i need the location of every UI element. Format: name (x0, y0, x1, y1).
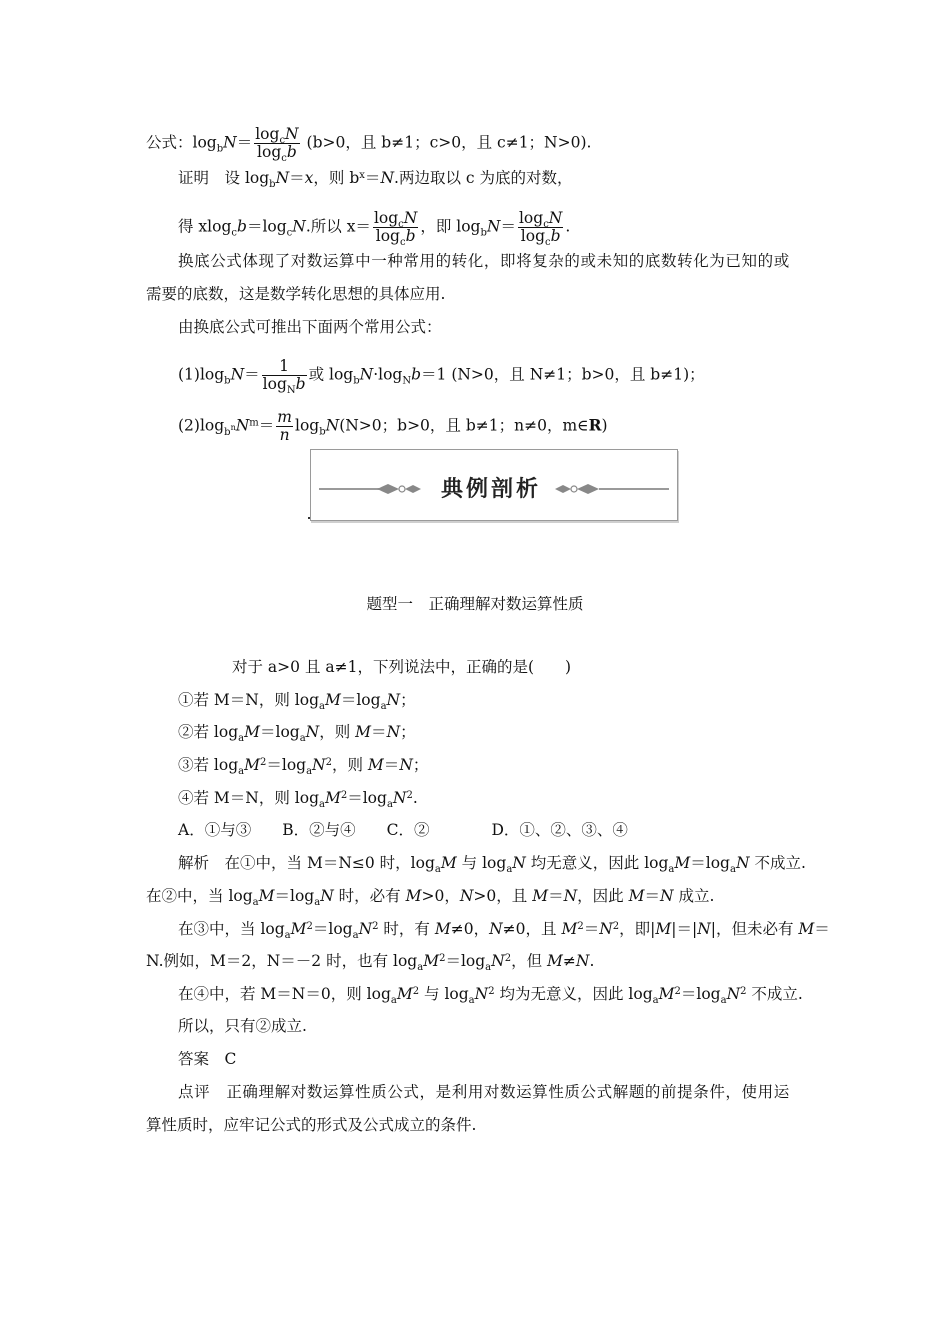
intro-line-3: 由换底公式可推出下面两个常用公式： (178, 318, 442, 336)
diamond-ornament-icon (555, 482, 599, 496)
formula1-conditions: (N>0，且 N≠1；b>0，且 b≠1)； (451, 365, 705, 384)
section-banner (310, 449, 678, 521)
proof-line2-a: 得 xlog (178, 217, 232, 236)
derived-formula-1: $(1)\log_bN=$ $\frac{1}{\log_Nb}$ 或 $\log_bN\cdot\log_Nb=1$ (N>0，且 N≠1；b>0，且 b≠1)； (178, 357, 705, 396)
proof-label: 证明 (178, 169, 210, 187)
proof-line-1: 证明 设 $\log_bN=x$，则 $b^x=N$.两边取以 c 为底的对数， (178, 169, 573, 190)
question-option-3: ③若 $\log_aM^2=\log_aN^2$，则 M＝N； (178, 756, 429, 777)
formula2-conditions: (N>0；b>0，且 b≠1；n≠0，m∈ (339, 416, 589, 435)
analysis-line-6: 所以，只有②成立. (178, 1017, 307, 1035)
proof-line-2: 得 $xlog_cb=\log_cN$.所以 x＝ $\frac{\log_cN}{\log_cb}$ ，即 $\log_bN=$ $\frac{\log_cN}{\log_cb}$ . (178, 209, 571, 248)
banner-line-right (599, 488, 669, 490)
analysis-label: 解析 (178, 854, 210, 872)
proof-fraction-1: $\frac{\log_cN}{\log_cb}$ (373, 209, 418, 248)
opt1-text: ①若 M＝N，则 log (178, 691, 319, 709)
formula-label: 公式： (146, 133, 193, 152)
opt2-text: ②若 log (178, 723, 239, 741)
formula-conditions: (b>0，且 b≠1；c>0，且 c≠1；N>0). (306, 133, 592, 152)
analysis-line-1: 解析 在①中，当 M＝N≤0 时，$\log_aM$ 与 $\log_aN$ 均无意义，因此 $\log_aM=\log_aN$ 不成立. (178, 854, 806, 875)
proof-text-1: 设 log (224, 169, 270, 187)
answer-label: 答案 (178, 1050, 210, 1068)
change-of-base-formula: 公式：$\log_bN=$ $\frac{\log_cN}{\log_cb}$ (b>0，且 b≠1；c>0，且 c≠1；N>0). (146, 125, 592, 164)
banner-title: 典例剖析 (441, 477, 542, 502)
analysis-l4: N.例如，M＝2，N＝－2 时，也有 (146, 952, 389, 970)
diamond-ornament-icon (377, 482, 421, 496)
question-option-4: ④若 M＝N，则 $\log_aM^2=\log_aN^2$. (178, 789, 418, 810)
question-stem: 对于 a>0 且 a≠1，下列说法中，正确的是( ) (232, 658, 572, 676)
analysis-line-5: 在④中，若 M＝N＝0，则 $\log_aM^2$ 与 $\log_aN^2$ 均为无意义，因此 $\log_aM^2=\log_aN^2$ 不成立. (178, 985, 803, 1006)
stray-dot (308, 517, 310, 519)
analysis-l1: 在①中，当 M＝N≤0 时， (224, 854, 411, 872)
answer-choices: A．①与③ B．②与④ C．② D．①、②、③、④ (178, 821, 628, 839)
proof-text-3: 两边取以 c 为底的对数， (398, 169, 573, 187)
opt3-text: ③若 log (178, 756, 239, 774)
derived-formula-2: $(2)\log_{b^n}N^m=$ $\frac{m}{n}$ $\log_bN(N>0$；b>0，且 b≠1；n≠0，m∈R) (178, 408, 608, 444)
fraction-num: log (255, 125, 280, 143)
analysis-l3: 在③中，当 (178, 920, 256, 938)
proof-line2-b: 所以 x＝ (310, 217, 371, 236)
comment-line-2: 算性质时，应牢记公式的形式及公式成立的条件. (146, 1116, 477, 1134)
analysis-line-3: 在③中，当 $\log_aM^2=\log_aN^2$ 时，有 M≠0，N≠0，且 $M^2=N^2$，即|M|＝|N|，但未必有 M＝ (178, 920, 830, 941)
proof-fraction-2: $\frac{\log_cN}{\log_cb}$ (518, 209, 563, 248)
analysis-l2: 在②中，当 (146, 887, 224, 905)
comment-line-1 (178, 1082, 790, 1102)
answer-value: C (224, 1050, 237, 1068)
formula1-prefix: (1)log (178, 365, 225, 384)
formula1-or: 或 (308, 365, 325, 384)
proof-line2-c: 即 log (435, 217, 481, 236)
question-option-2: ②若 $\log_aM=\log_aN$，则 M＝N； (178, 723, 416, 744)
analysis-line-4: N.例如，M＝2，N＝－2 时，也有 $\log_aM^2=\log_aN^2$，但 M≠N. (146, 952, 595, 973)
proof-text-2: 则 b (328, 169, 360, 187)
fraction-den: log (257, 143, 282, 161)
analysis-l5: 在④中，若 M＝N＝0，则 (178, 985, 362, 1003)
formula-fraction: $\frac{\log_cN}{\log_cb}$ (255, 125, 299, 164)
intro-line-1: 换底公式体现了对数运算中一种常用的转化，即将复杂的或未知的底数转化为已知的或 (178, 252, 790, 270)
answer-line (178, 1049, 236, 1069)
comment-label: 点评 (178, 1083, 211, 1101)
question-option-1: ①若 M＝N，则 $\log_aM=\log_aN$； (178, 691, 416, 712)
banner-line-left (319, 488, 379, 490)
analysis-line-2: 在②中，当 $\log_aM=\log_aN$ 时，必有 M>0，N>0，且 M＝N，因此 M＝N 成立. (146, 887, 715, 908)
opt4-text: ④若 M＝N，则 log (178, 789, 319, 807)
section-title: 题型一 正确理解对数运算性质 (366, 595, 584, 613)
comment-text-1: 正确理解对数运算性质公式，是利用对数运算性质公式解题的前提条件，使用运 (226, 1083, 790, 1101)
formula2-fraction: $\frac{m}{n}$ (277, 408, 292, 444)
intro-line-2: 需要的底数，这是数学转化思想的具体应用. (146, 285, 446, 303)
formula1-fraction: $\frac{1}{\log_Nb}$ (262, 357, 306, 396)
formula2-prefix: (2)log (178, 416, 225, 435)
